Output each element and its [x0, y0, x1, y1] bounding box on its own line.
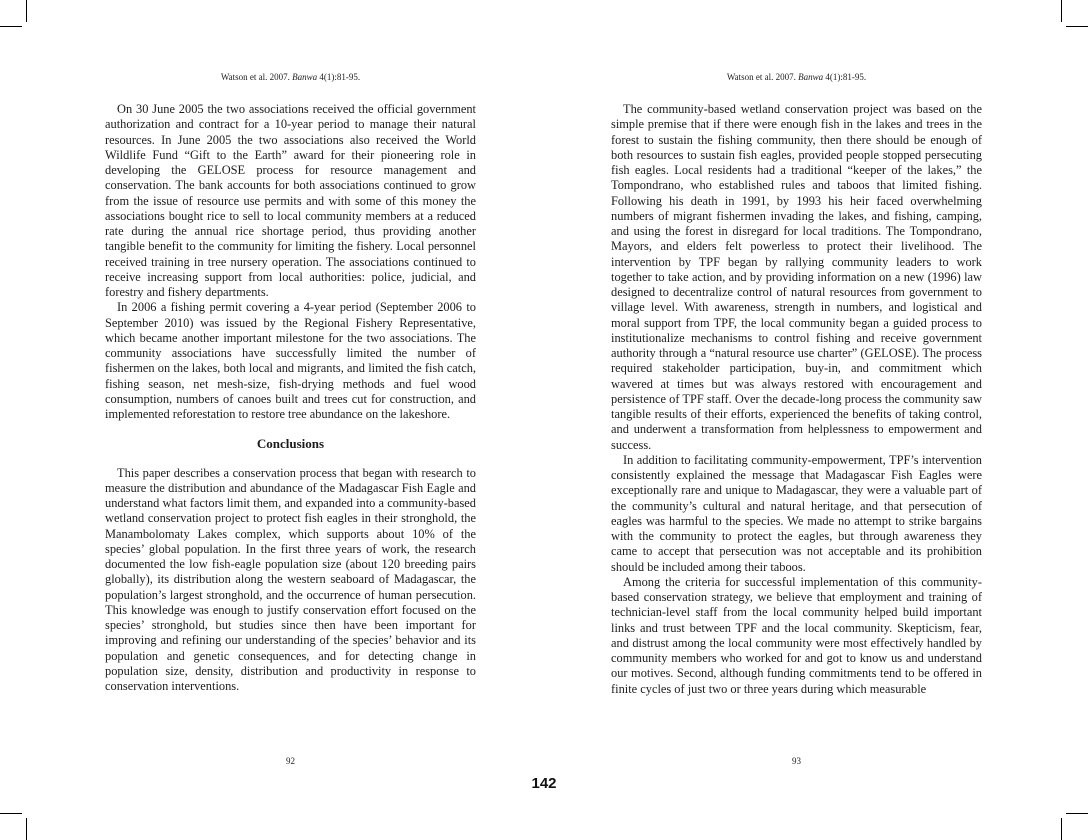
running-head-journal: Banwa	[292, 72, 318, 82]
paragraph: This paper describes a conservation process that began with research to measure the distribution and abundance of the Madagascar Fish Eagle and understand what factors limit them, and expanded into a community-based wetland conservation project to protect fish eagles in their stronghold, the Manambolomaty Lakes complex, which supports about 10% of the species’ global population. In the first three years of work, the research documented the low fish-eagle population size (about 120 breeding pairs globally), its distribution along the western seaboard of Madagascar, the population’s largest stronghold, and the occurrence of human persecution. This knowledge was enough to justify conservation effort focused on the species’ stronghold, but studies since then have been important for improving and refining our understanding of the species’ behavior and its population and genetic consequences, and for detecting change in population size, density, distribution and productivity in response to conservation interventions.	[105, 465, 476, 693]
running-head-authors: Watson et al. 2007.	[220, 72, 293, 82]
crop-mark	[1066, 26, 1088, 27]
running-head-authors: Watson et al. 2007.	[726, 72, 799, 82]
crop-mark	[26, 0, 27, 22]
page-number: 92	[286, 756, 295, 766]
page-number: 93	[792, 756, 801, 766]
paragraph: In 2006 a fishing permit covering a 4-year period (September 2006 to September 2010) was issued by the Regional Fishery Representative, which became another important milestone for the two associations. The community associations have successfully limited the number of fishermen on the lakes, both local and migrants, and limited the fish catch, fishing season, net mesh-size, fish-drying methods and fuel wood consumption, numbers of canoes built and trees cut for construction, and implemented reforestation to restore tree abundance on the lakeshore.	[105, 300, 476, 421]
section-heading: Conclusions	[256, 436, 325, 452]
sheet-number: 142	[531, 775, 557, 792]
crop-mark	[0, 26, 22, 27]
running-head-journal: Banwa	[798, 72, 824, 82]
crop-mark	[0, 813, 22, 814]
crop-mark	[1066, 813, 1088, 814]
running-head-volume: 4(1):81-95.	[317, 72, 361, 82]
running-head	[611, 72, 982, 82]
running-head-volume: 4(1):81-95.	[823, 72, 867, 82]
left-body-text	[105, 102, 476, 694]
running-head	[105, 72, 476, 82]
right-body-text	[611, 102, 982, 697]
crop-mark	[1061, 818, 1062, 840]
paragraph: On 30 June 2005 the two associations received the official government authorization and contract for a 10-year period to manage their natural resources. In June 2005 the two associations also received the World Wildlife Fund “Gift to the Earth” award for their pioneering role in developing the GELOSE process for resource management and conservation. The bank accounts for both associations continued to grow from the issue of resource use permits and with some of this money the associations bought rice to sell to local community members at a reduced rate during the annual rice shortage period, thus providing another tangible benefit to the community for limiting the fishery. Local personnel received training in tree nursery operation. The associations continued to receive increasing support from local authorities: police, judicial, and forestry and fishery departments.	[105, 102, 476, 299]
paragraph: In addition to facilitating community-empowerment, TPF’s intervention consistently explained the message that Madagascar Fish Eagles were exceptionally rare and unique to Madagascar, they were a valuable part of the community’s cultural and natural heritage, and that persecution of eagles was harmful to the species. We made no attempt to strike bargains with the community to protect the eagles, but through awareness they came to accept that persecution was not acceptable and its prohibition should be included among their taboos.	[611, 452, 982, 574]
paragraph: The community-based wetland conservation project was based on the simple premise that if there were enough fish in the lakes and trees in the forest to sustain the fishing community, then there should be enough of both resources to sustain fish eagles, provided people stopped persecuting fish eagles. Local residents had a traditional “keeper of the lakes,” the Tompondrano, who established rules and taboos that limited fishing. Following his death in 1991, by 1993 his heir faced overwhelming numbers of migrant fishermen invading the lakes, and fishing, camping, and using the forest in disregard for local traditions. The Tompondrano, Mayors, and elders felt powerless to protect their livelihood. The intervention by TPF began by rallying community leaders to work together to take action, and by providing information on a new (1996) law designed to decentralize control of natural resources from government to village level. With awareness, strength in numbers, and logistical and moral support from TPF, the local community began a guided process to institutionalize mechanisms to control fishing and receive government authority through a “natural resource use charter” (GELOSE). The process required stakeholder participation, buy-in, and commitment which wavered at times but was always restored with encouragement and persistence of TPF staff. Over the decade-long process the community saw tangible results of their efforts, experienced the benefits of taking control, and underwent a transformation from helplessness to empowerment and success.	[611, 102, 982, 452]
paragraph: Among the criteria for successful implementation of this community-based conservation strategy, we believe that employment and training of technician-level staff from the local community helped build important links and trust between TPF and the local community. Skepticism, fear, and distrust among the local community were most effectively handled by community members who worked for and got to know us and understand our motives. Second, although funding commitments tend to be offered in finite cycles of just two or three years during which measurable	[611, 574, 982, 696]
crop-mark	[26, 818, 27, 840]
crop-mark	[1061, 0, 1062, 22]
